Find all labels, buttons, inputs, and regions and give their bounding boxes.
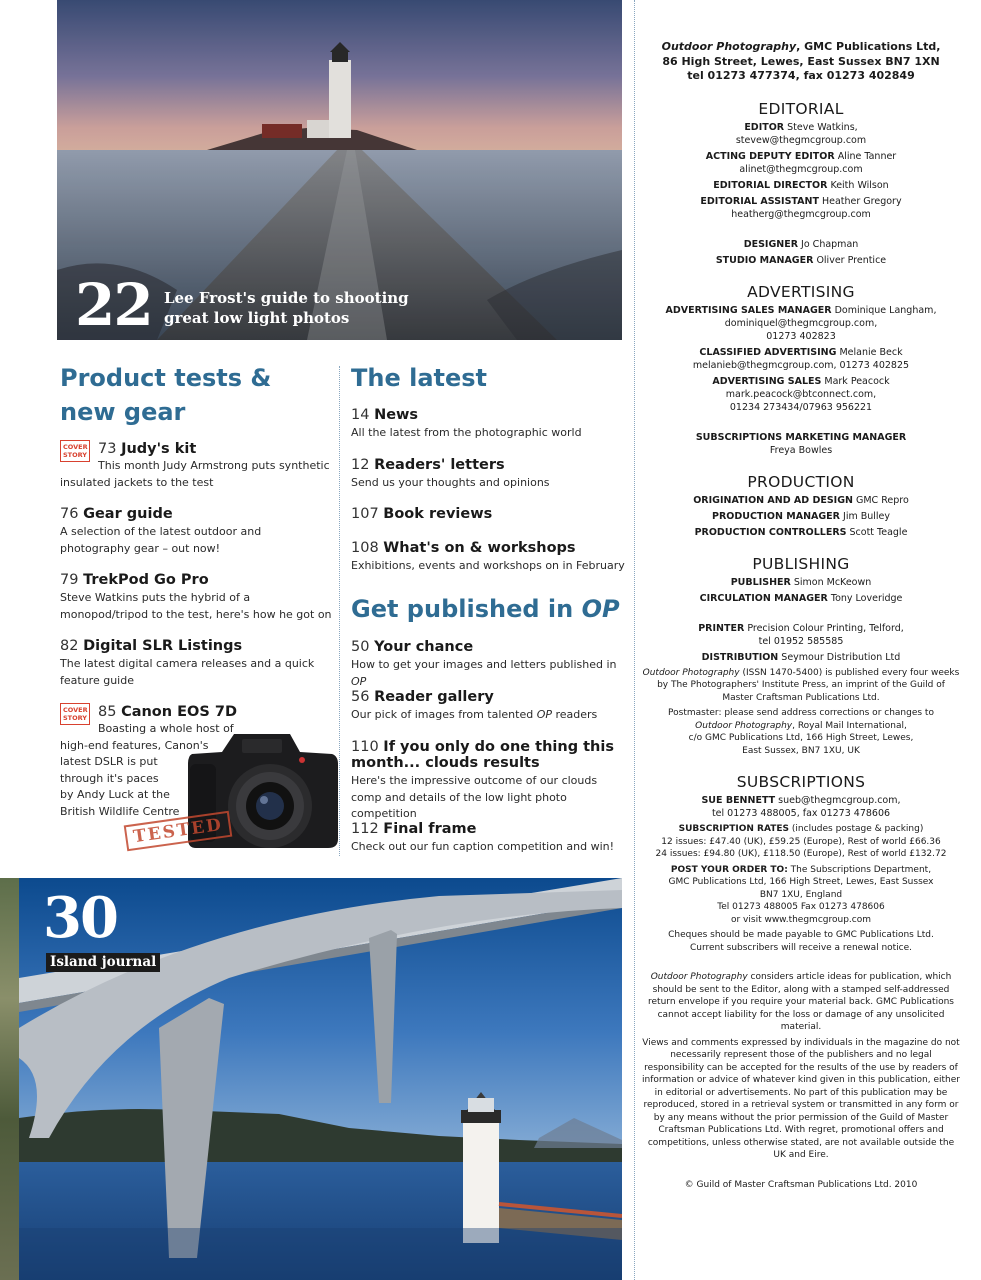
issn-notice: Outdoor Photography (ISSN 1470-5400) is published every four weeks by The Photographers' Institute Press, an imprint of the Guild of Master Craftsman Publications Ltd. <box>642 667 960 703</box>
staff-studio-manager: STUDIO MANAGER Oliver Prentice <box>715 254 887 266</box>
cover-story-badge: COVER STORY <box>60 440 90 462</box>
staff-origination: ORIGINATION AND AD DESIGN GMC Repro <box>693 494 909 506</box>
staff-subs-marketing: SUBSCRIPTIONS MARKETING MANAGER Freya Bowles <box>695 431 907 456</box>
distribution: DISTRIBUTION Seymour Distribution Ltd <box>701 651 901 663</box>
section-subscriptions: SUBSCRIPTIONS <box>736 773 866 791</box>
item-desc: Steve Watkins puts the hybrid of a monopod/tripod to the test, here's how he got on <box>60 591 332 621</box>
post-order: POST YOUR ORDER TO: The Subscriptions Department, GMC Publications Ltd, 166 High Street, Lewes, East Sussex BN7 1XU, England Tel 01273 488005 Fax 01273 478606 or visit www.thegmcgroup.com <box>668 864 934 925</box>
item-desc: All the latest from the photographic world <box>351 426 582 439</box>
section-publishing: PUBLISHING <box>752 554 850 573</box>
item-title: If you only do one thing this <box>383 739 614 755</box>
hero-photo-lighthouse-causeway <box>57 0 622 340</box>
item-desc-line: British Wildlife Centre <box>60 804 180 818</box>
contents-item-trekpod[interactable] <box>60 571 332 623</box>
views-disclaimer: Views and comments expressed by individuals in the magazine do not necessarily represent those of the publishers and no legal responsibility can be accepted for the results of the use by readers of information or advice of whatever kind given in this publication, either in editorial or advertisements. No part of this publication may be reproduced, stored in a retrieval system or transmitted in any form or by any means without the prior permission of the Guild of Master Craftsman Publications Ltd. With regret, promotional offers and competitions, unless otherwise stated, are not available outside the UK and Eire. <box>642 1037 960 1160</box>
item-desc: Here's the impressive outcome of our clouds comp and details of the low light photo competition <box>351 774 598 820</box>
section-heading-get-published <box>351 592 620 626</box>
item-title: Readers' letters <box>374 457 505 473</box>
item-desc: Our pick of images from talented OP readers <box>351 708 598 721</box>
page-number: 82 <box>60 638 79 654</box>
page-number: 112 <box>351 821 379 837</box>
item-title: Reader gallery <box>374 689 494 705</box>
page-number: 79 <box>60 572 79 588</box>
section-advertising: ADVERTISING <box>747 282 855 301</box>
feature-number: 22 <box>75 271 152 339</box>
item-desc: A selection of the latest outdoor and photography gear – out now! <box>60 525 262 555</box>
feature-caption-line1: Lee Frost's guide to shooting <box>164 289 409 307</box>
item-title: Book reviews <box>383 506 493 522</box>
hero-photo-bridge-lighthouse <box>19 878 622 1280</box>
page-number: 108 <box>351 540 379 556</box>
contents-item-dslr-listings[interactable] <box>60 637 332 689</box>
section-editorial: EDITORIAL <box>758 99 844 118</box>
page-number: 76 <box>60 506 79 522</box>
staff-ad-sales-manager: ADVERTISING SALES MANAGER Dominique Langham, dominiquel@thegmcgroup.com, 01273 402823 <box>665 304 937 342</box>
contents-item-gear-guide[interactable] <box>60 505 332 557</box>
staff-deputy-editor: ACTING DEPUTY EDITOR Aline Tanner alinet@thegmcgroup.com <box>705 150 897 175</box>
item-desc: How to get your images and letters published in OP <box>351 658 617 688</box>
heading-line1: Product tests & <box>60 364 272 392</box>
item-desc-line: Boasting a whole host of <box>98 722 234 735</box>
staff-editorial-director: EDITORIAL DIRECTOR Keith Wilson <box>713 179 889 191</box>
item-title: Final frame <box>383 821 477 837</box>
staff-production-manager: PRODUCTION MANAGER Jim Bulley <box>711 510 891 522</box>
item-desc: Exhibitions, events and workshops on in February <box>351 559 625 572</box>
item-desc-line: latest DSLR is put <box>60 755 158 768</box>
page-number: 110 <box>351 739 379 755</box>
feature-caption <box>164 288 409 328</box>
contents-item-whats-on[interactable] <box>351 539 626 575</box>
feature-caption: Island journal <box>46 953 160 972</box>
section-production: PRODUCTION <box>747 472 855 491</box>
feature-number: 30 <box>43 885 117 951</box>
staff-classified: CLASSIFIED ADVERTISING Melanie Beck melanieb@thegmcgroup.com, 01273 402825 <box>692 346 910 371</box>
item-title: TrekPod Go Pro <box>83 572 209 588</box>
item-title: Digital SLR Listings <box>83 638 243 654</box>
item-desc: Check out our fun caption competition and win! <box>351 840 615 853</box>
masthead-divider <box>634 0 635 1280</box>
heading-line2: new gear <box>60 398 186 426</box>
item-desc: This month Judy Armstrong puts synthetic insulated jackets to the test <box>60 459 330 489</box>
subscription-rates: SUBSCRIPTION RATES (includes postage & packing) 12 issues: £47.40 (UK), £59.25 (Europe), Rest of world £66.36 24 issues: £94.80 (UK), £118.50 (Europe), Rest of world £132.72 <box>655 824 947 859</box>
contents-item-reader-gallery[interactable] <box>351 688 626 724</box>
copyright: © Guild of Master Craftsman Publications Ltd. 2010 <box>684 1179 918 1190</box>
contents-item-clouds-results[interactable] <box>351 738 626 823</box>
item-title: Judy's kit <box>121 441 197 457</box>
heading-em: OP <box>581 595 620 623</box>
feature-caption-line2: great low light photos <box>164 309 350 327</box>
page-number: 85 <box>98 704 117 720</box>
page-number: 50 <box>351 639 370 655</box>
staff-editorial-assistant: EDITORIAL ASSISTANT Heather Gregory heatherg@thegmcgroup.com <box>700 195 902 220</box>
contents-item-final-frame[interactable] <box>351 820 626 856</box>
section-heading-product-tests <box>60 361 271 429</box>
contents-item-book-reviews[interactable] <box>351 505 626 524</box>
item-desc: The latest digital camera releases and a quick feature guide <box>60 657 315 687</box>
item-title: What's on & workshops <box>383 540 576 556</box>
publisher-address: Outdoor Photography, GMC Publications Ltd, 86 High Street, Lewes, East Sussex BN7 1XN tel 01273 477374, fax 01273 402849 <box>661 40 941 82</box>
staff-publisher: PUBLISHER Simon McKeown <box>730 576 872 588</box>
staff-production-controllers: PRODUCTION CONTROLLERS Scott Teagle <box>694 526 908 538</box>
staff-circulation: CIRCULATION MANAGER Tony Loveridge <box>699 592 903 604</box>
contents-item-news[interactable] <box>351 406 626 442</box>
item-desc-line: by Andy Luck at the <box>60 788 170 801</box>
staff-ad-sales: ADVERTISING SALES Mark Peacock mark.peacock@btconnect.com, 01234 273434/07963 956221 <box>712 375 890 413</box>
cover-story-badge: COVER STORY <box>60 703 90 725</box>
page-number: 12 <box>351 457 370 473</box>
item-title: News <box>374 407 419 423</box>
contents-item-readers-letters[interactable] <box>351 456 626 492</box>
article-ideas-notice: Outdoor Photography considers article ideas for publication, which should be sent to the Editor, along with a stamped self-addressed return envelope if you require your material back. GMC Publications cannot accept liability for the loss or damage of any unsolicited material. <box>648 972 954 1032</box>
page-number: 56 <box>351 689 370 705</box>
page-number: 107 <box>351 506 379 522</box>
item-desc-line: high-end features, Canon's <box>60 738 209 752</box>
photo-strip-edge <box>0 878 19 1280</box>
printer: PRINTER Precision Colour Printing, Telford, tel 01952 585585 <box>698 622 904 647</box>
heading-text: Get published in <box>351 595 574 623</box>
section-heading-the-latest: The latest <box>351 364 488 392</box>
page-number: 73 <box>98 441 117 457</box>
tested-stamp: TESTED <box>124 811 233 852</box>
cheques-notice: Cheques should be made payable to GMC Publications Ltd. Current subscribers will receive a renewal notice. <box>668 930 934 953</box>
contents-item-your-chance[interactable] <box>351 638 626 690</box>
postmaster-notice: Postmaster: please send address corrections or changes to Outdoor Photography, Royal Mail International, c/o GMC Publications Ltd, 166 High Street, Lewes, East Sussex, BN7 1XU, UK <box>668 708 934 756</box>
contents-item-judys-kit[interactable] <box>60 440 332 491</box>
page-number: 14 <box>351 407 370 423</box>
staff-designer: DESIGNER Jo Chapman <box>743 238 859 250</box>
subscriptions-contact: SUE BENNETT sueb@thegmcgroup.com, tel 01273 488005, fax 01273 478606 <box>701 795 901 819</box>
item-title: Gear guide <box>83 506 173 522</box>
item-title: Your chance <box>374 639 474 655</box>
staff-editor: EDITOR Steve Watkins, stevew@thegmcgroup.com <box>735 121 867 146</box>
item-title-line2: month... clouds results <box>351 755 540 771</box>
masthead <box>641 40 961 1194</box>
item-title: Canon EOS 7D <box>121 704 237 720</box>
item-desc-line: through it's paces <box>60 771 159 785</box>
item-desc: Send us your thoughts and opinions <box>351 476 550 489</box>
